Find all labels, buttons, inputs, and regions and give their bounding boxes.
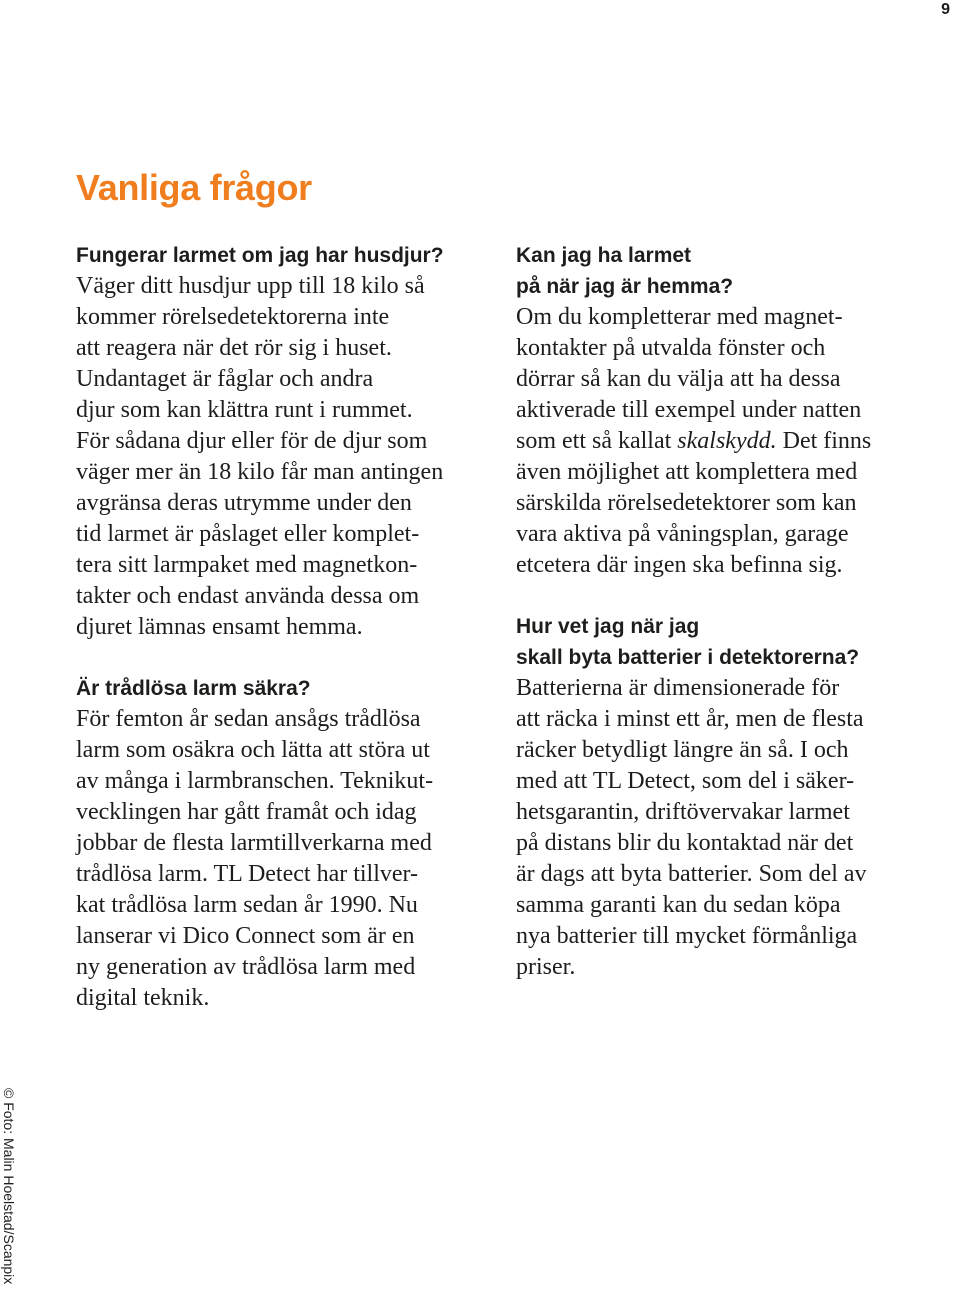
faq-answer: Väger ditt husdjur upp till 18 kilo så kommer rörelsedetektorerna inte att reagera när det rör sig i huset. Undantaget är fåglar och andra djur som kan klättra runt i rummet. För sådana djur eller för de djur som väger mer än 18 kilo får man antingen avgränsa deras utrymme under den tid larmet är påslaget eller komplet- tera sitt larmpaket med magnetkon- takter och endast använda dessa om djuret lämnas ensamt hemma. (76, 273, 444, 640)
faq-question: Hur vet jag när jag skall byta batterier i detektorerna? (516, 615, 860, 669)
faq-battery-change (516, 611, 936, 983)
faq-answer: För femton år sedan ansågs trådlösa larm som osäkra och lätta att störa ut av många i larmbranschen. Teknikut- vecklingen har gått framåt och idag jobbar de flesta larmtillverkarna med trådlösa larm. TL Detect har tillver- kat trådlösa larm sedan år 1990. Nu lanserar vi Dico Connect som är en ny generation av trådlösa larm med digital teknik. (76, 706, 434, 1011)
right-column (516, 240, 936, 983)
page-title: Vanliga frågor (76, 167, 312, 208)
faq-answer: Batterierna är dimensionerade för att räcka i minst ett år, men de flesta räcker betydligt längre än så. I och med att TL Detect, som del i säker- hetsgarantin, driftövervakar larmet på distans blir du kontaktad när det är dags att byta batterier. Som del av samma garanti kan du sedan köpa nya batterier till mycket förmånliga priser. (516, 675, 867, 980)
faq-question: Är trådlösa larm säkra? (76, 677, 311, 700)
emphasized-term: skalskydd. (677, 428, 777, 454)
left-column (76, 240, 496, 1014)
faq-pets (76, 240, 496, 643)
page-number: 9 (941, 1, 950, 18)
faq-alarm-at-home (516, 240, 936, 581)
faq-question: Kan jag ha larmet på när jag är hemma? (516, 244, 734, 298)
faq-question: Fungerar larmet om jag har husdjur? (76, 244, 444, 267)
photo-credit: © Foto: Malin Hoelstad/Scanpix (1, 1088, 17, 1285)
faq-wireless-safety (76, 673, 496, 1014)
faq-answer: Om du kompletterar med magnet- kontakter på utvalda fönster och dörrar så kan du välja att ha dessa aktiverade till exempel under natten som ett så kallat skalskydd. Det finns även möjlighet att komplettera med särskilda rörelsedetektorer som kan vara aktiva på våningsplan, garage etcetera där ingen ska befinna sig. (516, 304, 872, 578)
